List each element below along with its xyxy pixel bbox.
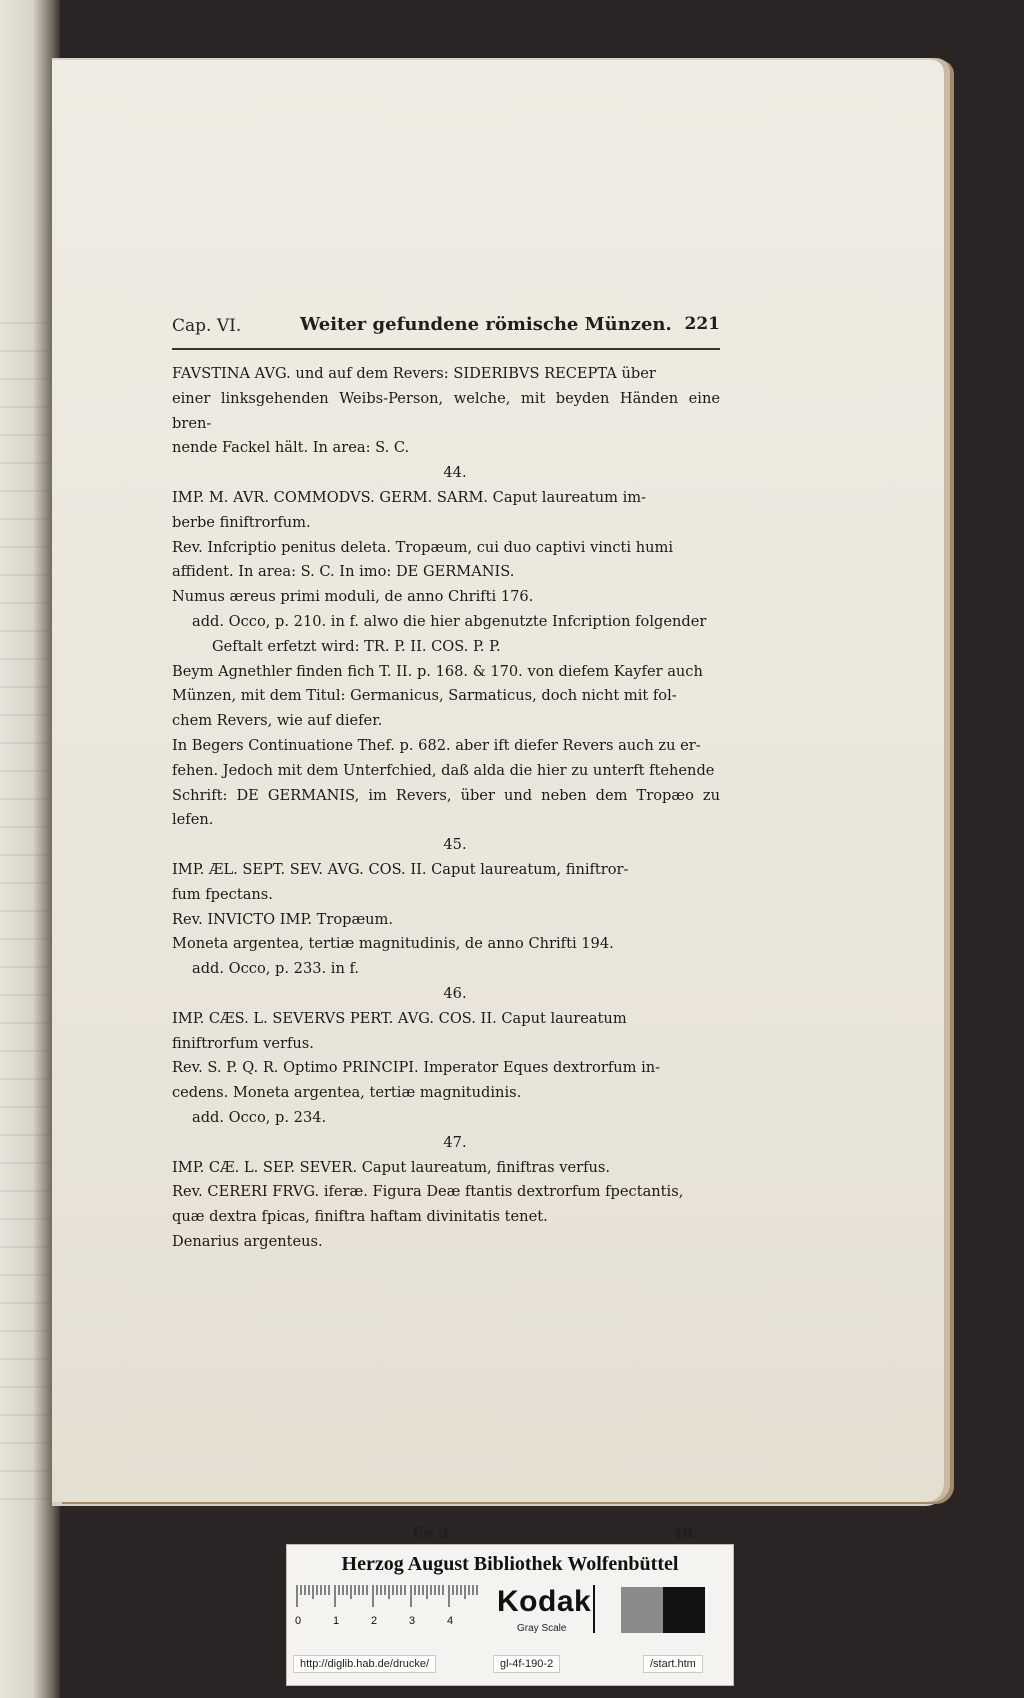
entry-number: 45. <box>443 836 467 854</box>
text-line: Moneta argentea, tertiæ magnitudinis, de anno Chrifti 194. <box>172 935 614 953</box>
running-title: Weiter gefundene römische Münzen. <box>300 314 672 335</box>
card-footer <box>293 1649 725 1677</box>
text-line: Rev. Infcriptio penitus deleta. Tropæum, cui duo captivi vincti humi <box>172 538 674 556</box>
chapter-label: Cap. VI. <box>172 316 242 336</box>
text-line: fum fpectans. <box>172 885 273 903</box>
entry-number: 47. <box>443 1133 467 1151</box>
gray-patch-black <box>663 1587 705 1633</box>
ruler-number: 1 <box>333 1615 340 1627</box>
text-line: chem Revers, wie auf diefer. <box>172 712 383 730</box>
text-line: IMP. CÆ. L. SEP. SEVER. Caput laureatum, finiftras verfus. <box>172 1158 610 1176</box>
color-calibration-card <box>286 1544 734 1686</box>
entry-number: 44. <box>443 464 467 482</box>
book-page <box>52 58 944 1542</box>
ruler-number: 3 <box>409 1615 416 1627</box>
ruler-number: 4 <box>447 1615 454 1627</box>
text-line: add. Occo, p. 210. in f. alwo die hier abgenutzte Infcription folgender <box>192 612 707 630</box>
body-text <box>172 362 720 1255</box>
page-number: 221 <box>684 314 720 334</box>
text-line: Denarius argenteus. <box>172 1232 323 1250</box>
text-line: fehen. Jedoch mit dem Unterfchied, daß alda die hier zu unterft ftehende <box>172 761 715 779</box>
text-line: nende Fackel hält. In area: S. C. <box>172 439 410 457</box>
text-line: Rev. S. P. Q. R. Optimo PRINCIPI. Imperator Eques dextrorfum in- <box>172 1059 661 1077</box>
start-label: /start.htm <box>643 1655 703 1673</box>
url-label: http://diglib.hab.de/drucke/ <box>293 1655 436 1673</box>
divider <box>593 1585 595 1633</box>
text-line: add. Occo, p. 234. <box>192 1108 327 1126</box>
shelfmark-label: gl-4f-190-2 <box>493 1655 560 1673</box>
text-line: IMP. M. AVR. COMMODVS. GERM. SARM. Caput laureatum im- <box>172 488 647 506</box>
text-line: quæ dextra fpicas, finiftra haftam divinitatis tenet. <box>172 1208 548 1226</box>
ruler-number: 2 <box>371 1615 378 1627</box>
text-line: Münzen, mit dem Titul: Germanicus, Sarmaticus, doch nicht mit fol- <box>172 687 677 705</box>
text-line: einer linksgehenden Weibs-Person, welche, mit beyden Händen eine bren- <box>172 389 720 432</box>
catchword: 48. <box>672 1524 699 1542</box>
text-line: Geftalt erfetzt wird: TR. P. II. COS. P. P. <box>212 637 501 655</box>
library-name: Herzog August Bibliothek Wolfenbüttel <box>341 1553 679 1575</box>
left-page-fragment <box>0 300 52 1500</box>
text-line: cedens. Moneta argentea, tertiæ magnitudinis. <box>172 1084 522 1102</box>
ruler-number: 0 <box>295 1615 302 1627</box>
text-line: Beym Agnethler finden fich T. II. p. 168. & 170. von diefem Kayfer auch <box>172 662 703 680</box>
text-line: Numus æreus primi moduli, de anno Chrifti 176. <box>172 588 534 606</box>
text-line: IMP. CÆS. L. SEVERVS PERT. AVG. COS. II. Caput laureatum <box>172 1009 627 1027</box>
kodak-logo: Kodak <box>497 1585 592 1618</box>
ruler-scale <box>293 1585 483 1611</box>
kodak-subtitle: Gray Scale <box>517 1623 567 1634</box>
text-line: berbe finiftrorfum. <box>172 513 311 531</box>
signature-mark: Ee 3 <box>412 1524 449 1542</box>
text-line: affident. In area: S. C. In imo: DE GERMANIS. <box>172 563 515 581</box>
page-header <box>172 310 720 350</box>
text-line: finiftrorfum verfus. <box>172 1034 314 1052</box>
text-line: FAVSTINA AVG. und auf dem Revers: SIDERIBVS RECEPTA über <box>172 365 656 382</box>
gray-patch-mid <box>621 1587 663 1633</box>
text-line: Rev. INVICTO IMP. Tropæum. <box>172 910 394 928</box>
ruler-numbers <box>293 1615 483 1635</box>
text-line: Rev. CERERI FRVG. iferæ. Figura Deæ ftantis dextrorfum fpectantis, <box>172 1183 684 1201</box>
text-line: Schrift: DE GERMANIS, im Revers, über und neben dem Tropæo zu lefen. <box>172 786 720 829</box>
entry-number: 46. <box>443 984 467 1002</box>
text-line: add. Occo, p. 233. in f. <box>192 960 360 978</box>
text-line: IMP. ÆL. SEPT. SEV. AVG. COS. II. Caput laureatum, finiftror- <box>172 860 629 878</box>
text-line: In Begers Continuatione Thef. p. 682. aber ift diefer Revers auch zu er- <box>172 736 701 754</box>
